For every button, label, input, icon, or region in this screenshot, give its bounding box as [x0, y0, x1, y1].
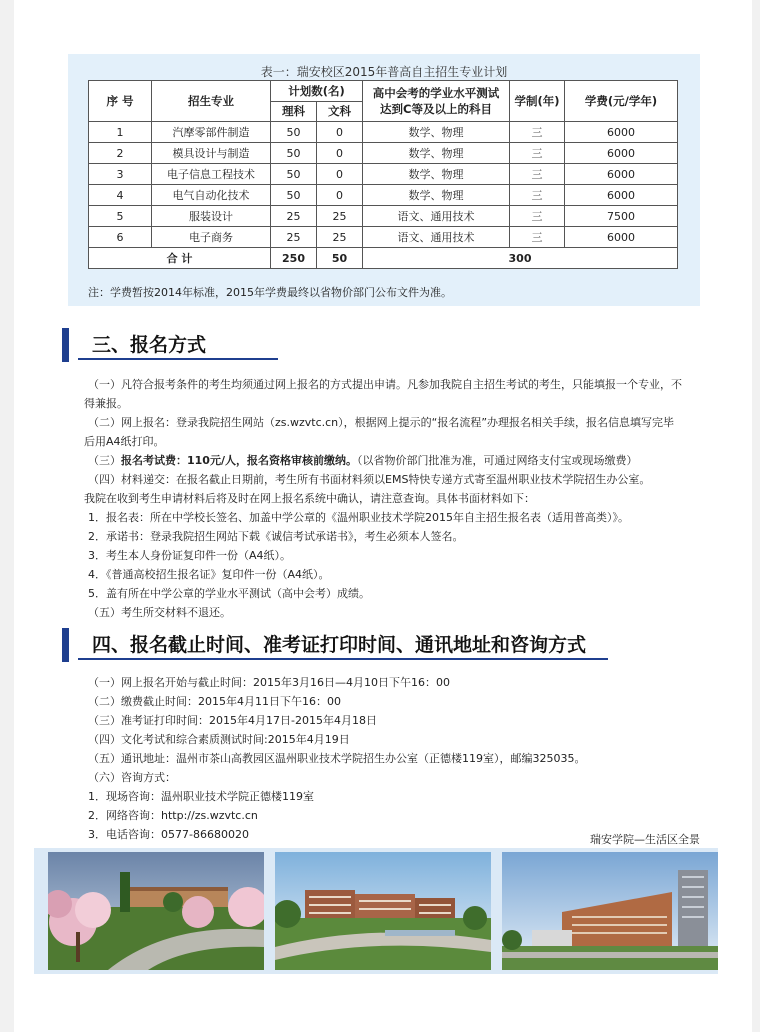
enrollment-plan-panel [68, 54, 700, 306]
table-row: 5 服装设计 25 25 语文、通用技术 三 7500 [89, 206, 678, 227]
section3-title: 三、报名方式 [92, 334, 207, 356]
section3-body: （一）凡符合报考条件的考生均须通过网上报名的方式提出申请。凡参加我院自主招生考试的考生，只能填报一个专业，不 得兼报。 （二）网上报名：登录我院招生网站（zs.wzvtc.cn），根据网上提示的“报名流程”办理报名相关手续，报名信息填写完毕 后用A4纸打印。 （三）报名考试费：110元/人，报名资格审核前缴纳。（以省物价部门批准为准，可通过网络支付宝或现场缴费） （四）材料递交：在报名截止日期前，考生所有书面材料须以EMS特快专递方式寄至温州职业技术学院招生办公室。 我院在收到考生申请材料后将及时在网上报名系统中确认，请注意查询。具体书面材料如下： 1．报名表：所在中学校长签名、加盖中学公章的《温州职业技术学院2015年自主招生报名表（适用普高类）》。 2．承诺书：登录我院招生网站下载《诚信考试承诺书》，考生必须本人签名。 3．考生本人身份证复印件一份（A4纸）。 4．《普通高校招生报名证》复印件一份（A4纸）。 5．盖有所在中学公章的学业水平测试（高中会考）成绩。 （五）考生所交材料不退还。 [84, 378, 682, 619]
section-underline [78, 358, 278, 360]
table-row: 3 电子信息工程技术 50 0 数学、物理 三 6000 [89, 164, 678, 185]
header-plan: 计划数(名) [271, 81, 363, 102]
section-bar [62, 628, 69, 662]
table-total-row [89, 248, 678, 269]
photo-caption: 瑞安学院—生活区全景 [590, 833, 700, 846]
header-fee: 学费(元/学年) [565, 81, 678, 122]
table-row: 2 模具设计与制造 50 0 数学、物理 三 6000 [89, 143, 678, 164]
section-bar [62, 328, 69, 362]
table-caption: 表一：瑞安校区2015年普高自主招生专业计划 [260, 65, 508, 79]
header-years: 学制(年) [510, 81, 565, 122]
section4-title: 四、报名截止时间、准考证打印时间、通讯地址和咨询方式 [92, 634, 587, 656]
header-subjects: 高中会考的学业水平测试 达到C等及以上的科目 [363, 81, 510, 122]
campus-panorama-photo [502, 852, 718, 970]
table-row: 1 汽摩零部件制造 50 0 数学、物理 三 6000 [89, 122, 678, 143]
header-major: 招生专业 [152, 81, 271, 122]
fee-note: 注：学费暂按2014年标准，2015年学费最终以省物价部门公布文件为准。 [88, 286, 452, 299]
total-science: 250 [271, 248, 317, 269]
exam-fee-emphasis: 报名考试费：110元/人，报名资格审核前缴纳。 [121, 454, 357, 467]
header-science: 理科 [271, 101, 317, 122]
campus-garden-photo [48, 852, 264, 970]
campus-buildings-photo [275, 852, 491, 970]
table-row: 4 电气自动化技术 50 0 数学、物理 三 6000 [89, 185, 678, 206]
total-all: 300 [363, 248, 678, 269]
enrollment-plan-table [88, 80, 678, 269]
total-label: 合 计 [89, 248, 271, 269]
header-no: 序 号 [89, 81, 152, 122]
header-arts: 文科 [317, 101, 363, 122]
table-row: 6 电子商务 25 25 语文、通用技术 三 6000 [89, 227, 678, 248]
section4-body: （一）网上报名开始与截止时间：2015年3月16日—4月10日下午16：00 （二）缴费截止时间：2015年4月11日下午16：00 （三）准考证打印时间：2015年4月17日-2015年4月18日 （四）文化考试和综合素质测试时间:2015年4月19日 （五）通讯地址：温州市茶山高教园区温州职业技术学院招生办公室（正德楼119室），邮编325035。 （六）咨询方式： 1．现场咨询：温州职业技术学院正德楼119室 2．网络咨询：http://zs.wzvtc.cn 3．电话咨询：0577-86680020 [88, 676, 586, 841]
section-underline [78, 658, 608, 660]
total-arts: 50 [317, 248, 363, 269]
